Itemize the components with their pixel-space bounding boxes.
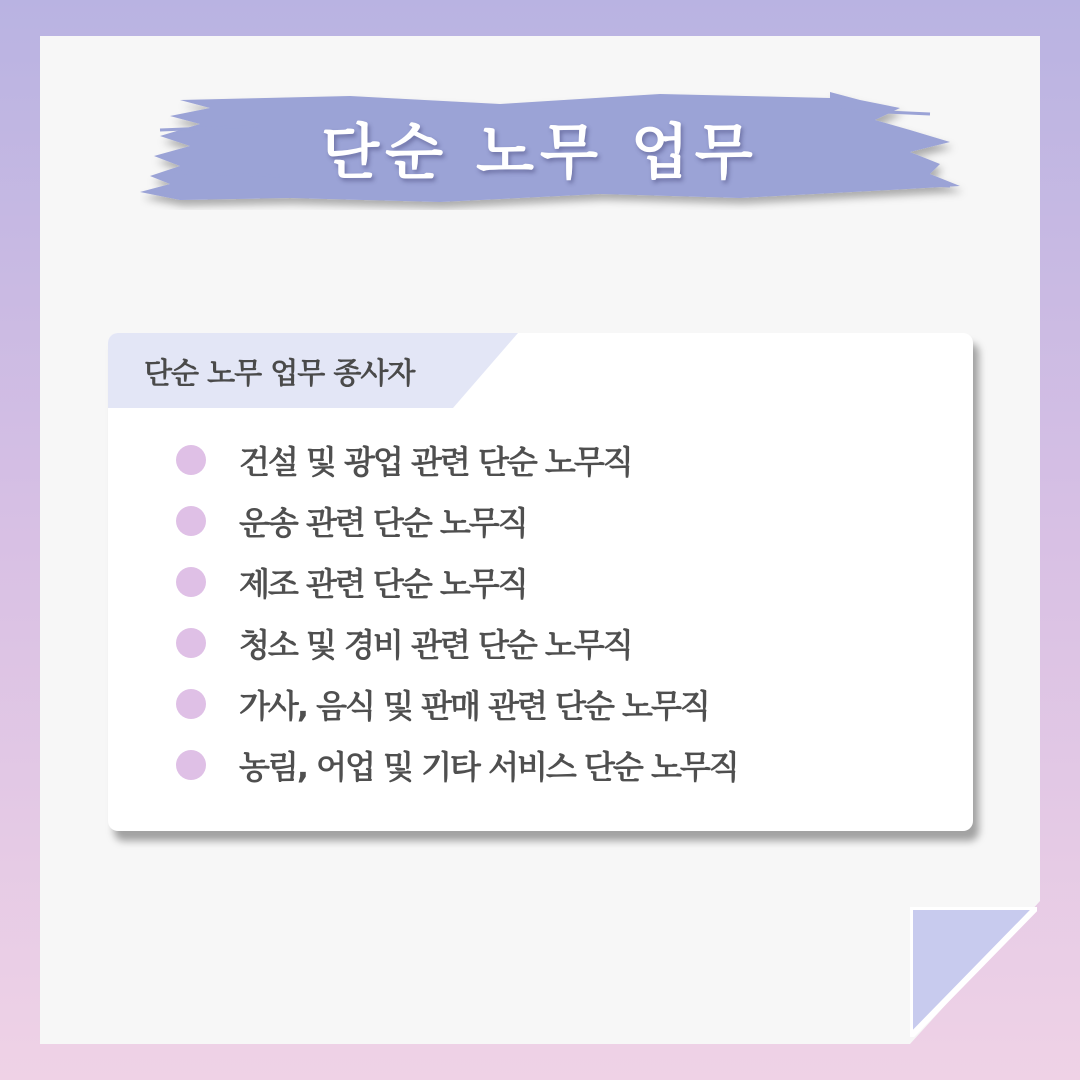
list-item xyxy=(176,551,738,612)
card-header-title: 단순 노무 업무 종사자 xyxy=(144,355,415,390)
job-list xyxy=(176,429,738,795)
bullet-dot-icon xyxy=(176,506,206,536)
list-item xyxy=(176,734,738,795)
list-item-label: 가사, 음식 및 판매 관련 단순 노무직 xyxy=(239,686,709,725)
bullet-dot-icon xyxy=(176,750,206,780)
bullet-dot-icon xyxy=(176,628,206,658)
list-item xyxy=(176,673,738,734)
bullet-dot-icon xyxy=(176,689,206,719)
page-curl-corner xyxy=(910,907,1037,1037)
info-card xyxy=(108,333,973,831)
list-item xyxy=(176,429,738,490)
list-item-label: 청소 및 경비 관련 단순 노무직 xyxy=(239,625,632,664)
list-item xyxy=(176,612,738,673)
list-item-label: 농림, 어업 및 기타 서비스 단순 노무직 xyxy=(239,747,738,786)
page-title: 단순 노무 업무 xyxy=(321,118,759,188)
bullet-dot-icon xyxy=(176,567,206,597)
bullet-dot-icon xyxy=(176,445,206,475)
list-item-label: 건설 및 광업 관련 단순 노무직 xyxy=(239,442,632,481)
list-item xyxy=(176,490,738,551)
list-item-label: 운송 관련 단순 노무직 xyxy=(239,503,527,542)
list-item-label: 제조 관련 단순 노무직 xyxy=(239,564,527,603)
